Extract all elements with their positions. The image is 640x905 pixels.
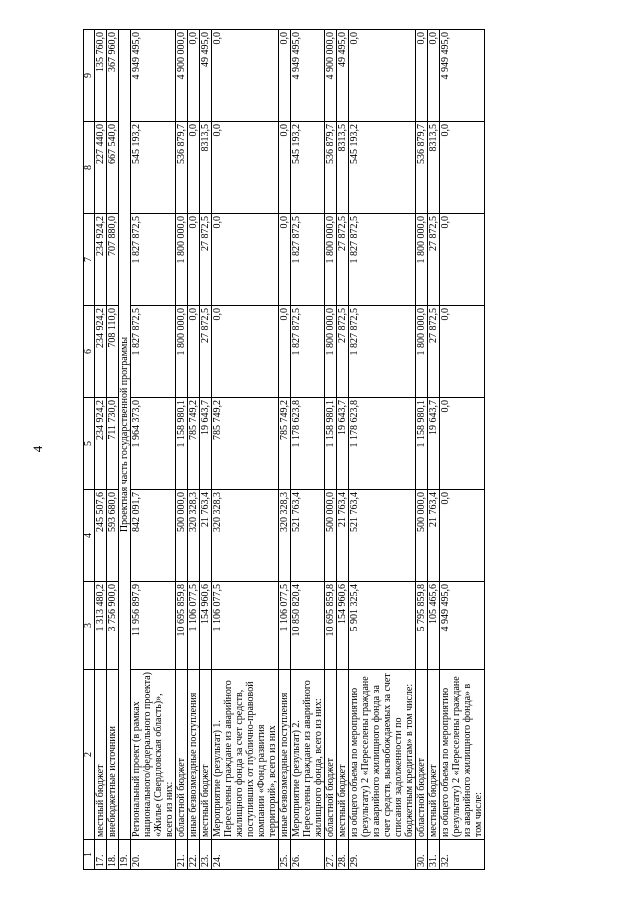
cell-col6: 0,0: [188, 306, 200, 398]
row-name: местный бюджет: [200, 670, 212, 840]
row-number: 28.: [337, 840, 349, 870]
row-name: из общего объема по мероприятию (результату) 2 «Переселены граждане из аварийного жилищного фонда» в том числе:: [440, 670, 485, 840]
cell-col7: 1 800 000,0: [176, 214, 188, 306]
cell-col7: 1 827 872,5: [349, 214, 416, 306]
cell-col5: 1 158 980,1: [176, 398, 188, 490]
row-number: 22.: [188, 840, 200, 870]
col-header: 4: [84, 490, 95, 582]
cell-col5: 1 964 373,0: [131, 398, 176, 490]
row-number: 20.: [131, 840, 176, 870]
col-header: 7: [84, 214, 95, 306]
cell-col9: 135 760,0: [95, 30, 107, 122]
cell-col8: 0,0: [440, 122, 485, 214]
table-row: [440, 30, 485, 870]
cell-col8: 545 193,2: [349, 122, 416, 214]
cell-col7: 27 872,5: [428, 214, 440, 306]
cell-col7: 707 880,0: [107, 214, 119, 306]
section-row: [119, 30, 131, 870]
cell-col3: 5 795 859,8: [416, 582, 428, 670]
cell-col4: 521 763,4: [349, 490, 416, 582]
cell-col3: 10 695 859,8: [325, 582, 337, 670]
cell-col9: 4 949 495,0: [291, 30, 325, 122]
cell-col5: 785 749,2: [279, 398, 291, 490]
col-header: 8: [84, 122, 95, 214]
col-header: 5: [84, 398, 95, 490]
cell-col4: 521 763,4: [291, 490, 325, 582]
cell-col6: 0,0: [440, 306, 485, 398]
cell-col4: 320 328,3: [212, 490, 279, 582]
cell-col5: 19 643,7: [337, 398, 349, 490]
row-number: 21.: [176, 840, 188, 870]
cell-col6: 27 872,5: [428, 306, 440, 398]
cell-col4: 500 000,0: [325, 490, 337, 582]
table-row: [349, 30, 416, 870]
table-row: [325, 30, 337, 870]
cell-col8: 8313,5: [428, 122, 440, 214]
cell-col6: 27 872,5: [200, 306, 212, 398]
row-name: иные безвозмездные поступления: [279, 670, 291, 840]
cell-col7: 27 872,5: [337, 214, 349, 306]
row-name: из общего объема по мероприятию (результату) 2 «Переселены граждане из аварийного жилищного фонда за счет средств, высвобождаемых за счет списания задолженности по бюджетным кредитам» в том числе:: [349, 670, 416, 840]
row-number: 26.: [291, 840, 325, 870]
row-name: иные безвозмездные поступления: [188, 670, 200, 840]
cell-col4: 500 000,0: [416, 490, 428, 582]
cell-col8: 0,0: [212, 122, 279, 214]
row-number: 29.: [349, 840, 416, 870]
row-number: 23.: [200, 840, 212, 870]
row-number: 17.: [95, 840, 107, 870]
row-number: 32.: [440, 840, 485, 870]
cell-col7: 27 872,5: [200, 214, 212, 306]
cell-col3: 1 313 480,2: [95, 582, 107, 670]
cell-col6: 1 800 000,0: [325, 306, 337, 398]
cell-col5: 1 158 980,1: [416, 398, 428, 490]
cell-col6: 27 872,5: [337, 306, 349, 398]
section-title: Проектная часть государственной программы: [119, 30, 131, 840]
row-number: 24.: [212, 840, 279, 870]
cell-col4: 593 680,0: [107, 490, 119, 582]
row-number: 18.: [107, 840, 119, 870]
cell-col6: 0,0: [279, 306, 291, 398]
table-row: [131, 30, 176, 870]
row-number: 25.: [279, 840, 291, 870]
table-row: [200, 30, 212, 870]
row-name: местный бюджет: [337, 670, 349, 840]
cell-col6: 1 800 000,0: [416, 306, 428, 398]
cell-col9: 4 949 495,0: [131, 30, 176, 122]
table-row: [188, 30, 200, 870]
table-row: [212, 30, 279, 870]
cell-col7: 0,0: [212, 214, 279, 306]
cell-col6: 234 924,2: [95, 306, 107, 398]
cell-col3: 5 901 325,4: [349, 582, 416, 670]
cell-col7: 1 827 872,5: [291, 214, 325, 306]
page-number: 4: [30, 445, 45, 453]
cell-col9: 0,0: [349, 30, 416, 122]
cell-col6: 1 827 872,5: [349, 306, 416, 398]
table-row: [337, 30, 349, 870]
budget-table: [83, 29, 485, 870]
row-number: 27.: [325, 840, 337, 870]
col-header: 3: [84, 582, 95, 670]
cell-col9: 4 949 495,0: [440, 30, 485, 122]
cell-col3: 1 106 077,5: [279, 582, 291, 670]
cell-col7: 1 800 000,0: [325, 214, 337, 306]
row-name: областной бюджет: [416, 670, 428, 840]
table-row: [291, 30, 325, 870]
cell-col9: 367 960,0: [107, 30, 119, 122]
cell-col8: 227 440,0: [95, 122, 107, 214]
cell-col9: 0,0: [428, 30, 440, 122]
row-number: 19.: [119, 840, 131, 870]
row-name: областной бюджет: [176, 670, 188, 840]
cell-col5: 0,0: [440, 398, 485, 490]
col-header: 1: [84, 840, 95, 870]
cell-col3: 10 850 820,4: [291, 582, 325, 670]
cell-col4: 500 000,0: [176, 490, 188, 582]
cell-col6: 0,0: [212, 306, 279, 398]
cell-col6: 708 110,0: [107, 306, 119, 398]
cell-col9: 0,0: [279, 30, 291, 122]
cell-col6: 1 827 872,5: [291, 306, 325, 398]
cell-col5: 785 749,2: [188, 398, 200, 490]
table-row: [416, 30, 428, 870]
cell-col7: 1 827 872,5: [131, 214, 176, 306]
cell-col7: 0,0: [188, 214, 200, 306]
header-row: [84, 30, 95, 870]
cell-col6: 1 827 872,5: [131, 306, 176, 398]
cell-col5: 1 178 623,8: [349, 398, 416, 490]
cell-col8: 545 193,2: [131, 122, 176, 214]
cell-col9: 0,0: [212, 30, 279, 122]
cell-col4: 320 328,3: [279, 490, 291, 582]
cell-col8: 536 879,7: [325, 122, 337, 214]
cell-col3: 11 956 897,9: [131, 582, 176, 670]
cell-col4: 21 763,4: [428, 490, 440, 582]
row-name: местный бюджет: [428, 670, 440, 840]
cell-col9: 49 495,0: [337, 30, 349, 122]
cell-col5: 1 178 623,8: [291, 398, 325, 490]
cell-col9: 0,0: [416, 30, 428, 122]
cell-col8: 536 879,7: [416, 122, 428, 214]
row-name: областной бюджет: [325, 670, 337, 840]
cell-col5: 1 158 980,1: [325, 398, 337, 490]
table-row: [95, 30, 107, 870]
cell-col4: 245 507,6: [95, 490, 107, 582]
col-header: 9: [84, 30, 95, 122]
cell-col4: 21 763,4: [200, 490, 212, 582]
table-row: [428, 30, 440, 870]
rotated-page: [83, 30, 633, 870]
table-row: [107, 30, 119, 870]
cell-col5: 711 730,0: [107, 398, 119, 490]
cell-col6: 1 800 000,0: [176, 306, 188, 398]
cell-col8: 667 540,0: [107, 122, 119, 214]
row-number: 30.: [416, 840, 428, 870]
cell-col3: 154 960,6: [337, 582, 349, 670]
cell-col3: 1 106 077,5: [212, 582, 279, 670]
table-row: [279, 30, 291, 870]
cell-col9: 4 900 000,0: [325, 30, 337, 122]
cell-col8: 0,0: [279, 122, 291, 214]
cell-col8: 8313,5: [200, 122, 212, 214]
row-name: Региональный проект (в рамках национального/федерального проекта) «Жилье (Свердловская область)», всего из них:: [131, 670, 176, 840]
cell-col3: 4 949 495,0: [440, 582, 485, 670]
cell-col5: 785 749,2: [212, 398, 279, 490]
cell-col9: 49 495,0: [200, 30, 212, 122]
cell-col8: 8313,5: [337, 122, 349, 214]
row-name: внебюджетные источники: [107, 670, 119, 840]
cell-col8: 0,0: [188, 122, 200, 214]
cell-col4: 842 091,7: [131, 490, 176, 582]
cell-col7: 234 924,2: [95, 214, 107, 306]
cell-col5: 19 643,7: [428, 398, 440, 490]
cell-col4: 21 763,4: [337, 490, 349, 582]
cell-col9: 4 900 000,0: [176, 30, 188, 122]
cell-col3: 10 695 859,8: [176, 582, 188, 670]
cell-col3: 3 756 900,0: [107, 582, 119, 670]
col-header: 2: [84, 670, 95, 840]
cell-col5: 19 643,7: [200, 398, 212, 490]
row-number: 31.: [428, 840, 440, 870]
row-name: местный бюджет: [95, 670, 107, 840]
cell-col5: 234 924,2: [95, 398, 107, 490]
cell-col8: 536 879,7: [176, 122, 188, 214]
cell-col8: 545 193,2: [291, 122, 325, 214]
cell-col4: 320 328,3: [188, 490, 200, 582]
row-name: Мероприятие (результат) 2. Переселены граждане из аварийного жилищного фонда, всего из них:: [291, 670, 325, 840]
row-name: Мероприятие (результат) 1. Переселены граждане из аварийного жилищного фонда за счет средств, поступивших от публично-правовой компании «Фонд развития территорий», всего из них: [212, 670, 279, 840]
cell-col3: 105 465,6: [428, 582, 440, 670]
col-header: 6: [84, 306, 95, 398]
cell-col9: 0,0: [188, 30, 200, 122]
cell-col7: 0,0: [440, 214, 485, 306]
cell-col7: 0,0: [279, 214, 291, 306]
cell-col7: 1 800 000,0: [416, 214, 428, 306]
cell-col3: 1 106 077,5: [188, 582, 200, 670]
cell-col4: 0,0: [440, 490, 485, 582]
cell-col3: 154 960,6: [200, 582, 212, 670]
table-row: [176, 30, 188, 870]
